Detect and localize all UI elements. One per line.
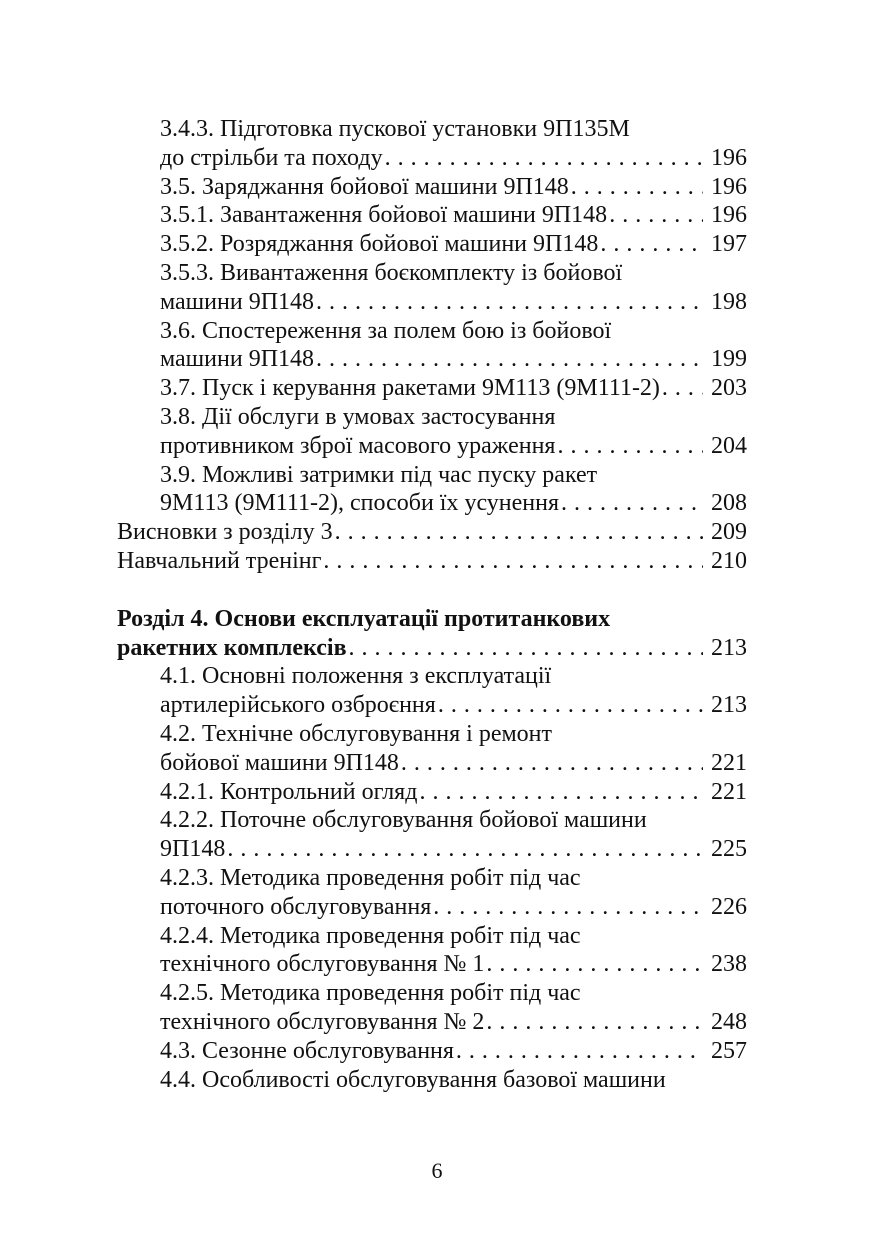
- toc-entry-title: 3.4.3. Підготовка пускової установки 9П135М: [160, 116, 630, 142]
- toc-leader-dots: [401, 749, 703, 778]
- toc-entry-title: ракетних комплексів: [117, 634, 347, 661]
- toc-leader-dots: [557, 432, 703, 461]
- toc-entry: [160, 374, 747, 403]
- toc-page-number: 196: [711, 144, 747, 171]
- toc-entry-continued: [160, 403, 747, 432]
- toc-leader-dots: [456, 1037, 703, 1066]
- toc-entry-continued: [160, 461, 747, 490]
- toc-entry-continued: [160, 1066, 747, 1095]
- toc-entry-continued: [160, 979, 747, 1008]
- toc-page-number: 198: [711, 288, 747, 315]
- toc-page-number: 197: [711, 231, 747, 258]
- toc-entry-title: технічного обслуговування № 1: [160, 951, 485, 978]
- toc-entry-title: Навчальний тренінг: [117, 547, 322, 574]
- toc-entry-title: Висновки з розділу 3: [117, 519, 333, 546]
- toc-entry-title: артилерійського озброєння: [160, 692, 436, 719]
- toc-page-number: 204: [711, 432, 747, 459]
- toc-page-number: 226: [711, 893, 747, 920]
- toc-leader-dots: [335, 518, 703, 547]
- toc-entry-title: противником зброї масового ураження: [160, 432, 556, 459]
- toc-page-number: 208: [711, 490, 747, 517]
- toc-entry-continued: [160, 864, 747, 893]
- toc-leader-dots: [323, 547, 703, 576]
- toc-entry-title: 4.3. Сезонне обслуговування: [160, 1037, 454, 1064]
- toc-entry-title: 4.4. Особливості обслуговування базової машини: [160, 1066, 666, 1093]
- toc-entry-continued: [160, 115, 747, 144]
- toc-entry-continued: [160, 922, 747, 951]
- page-number: 6: [431, 1158, 443, 1183]
- toc-entry: [160, 893, 747, 922]
- toc-entry-continued: [160, 720, 747, 749]
- toc-entry: [160, 230, 747, 259]
- toc-page-number: 225: [711, 836, 747, 863]
- toc-page-number: 203: [711, 375, 747, 402]
- toc-leader-dots: [600, 230, 703, 259]
- toc-page-number: 248: [711, 1008, 747, 1035]
- toc-entry-continued: [160, 662, 747, 691]
- toc-entry-title: 4.2. Технічне обслуговування і ремонт: [160, 720, 552, 747]
- toc-entry-title: 3.6. Спостереження за полем бою із бойової: [160, 317, 612, 344]
- toc-entry-title: машини 9П148: [160, 288, 315, 315]
- toc-leader-dots: [561, 489, 703, 518]
- toc-entry-title: бойової машини 9П148: [160, 749, 399, 776]
- toc-entry-title: 3.5.2. Розряджання бойової машини 9П148: [160, 231, 599, 258]
- toc-entry-title: 3.8. Дії обслуги в умовах застосування: [160, 403, 556, 430]
- toc-leader-dots: [438, 691, 703, 720]
- toc-leader-dots: [662, 374, 703, 403]
- toc-leader-dots: [486, 950, 703, 979]
- toc-entry-title: 4.2.2. Поточне обслуговування бойової машини: [160, 807, 647, 834]
- toc-entry: [117, 634, 747, 663]
- toc-entry-continued: [160, 806, 747, 835]
- toc-page-number: 213: [711, 692, 747, 719]
- toc-entry-title: 3.9. Можливі затримки під час пуску ракет: [160, 461, 598, 488]
- toc-leader-dots: [433, 893, 703, 922]
- toc-entry-title: машини 9П148: [160, 346, 315, 373]
- toc-leader-dots: [486, 1008, 703, 1037]
- toc-entry-continued: [117, 605, 747, 634]
- toc-entry: [160, 778, 747, 807]
- toc-entry: [160, 201, 747, 230]
- toc-page-number: 221: [711, 778, 747, 805]
- toc-entry-title: 9П148: [160, 836, 226, 863]
- toc-page-number: 257: [711, 1037, 747, 1064]
- toc-entry: [160, 345, 747, 374]
- toc-entry: [160, 691, 747, 720]
- toc-entry-title: 3.5.1. Завантаження бойової машини 9П148: [160, 202, 608, 229]
- toc-leader-dots: [349, 634, 703, 663]
- toc-entry-title: 3.7. Пуск і керування ракетами 9М113 (9М111-2): [160, 375, 660, 402]
- toc-entry-title: 3.5.3. Вивантаження боєкомплекту із бойової: [160, 259, 623, 286]
- toc-leader-dots: [385, 144, 703, 173]
- toc-entry-title: 3.5. Заряджання бойової машини 9П148: [160, 173, 569, 200]
- toc-entry: [117, 518, 747, 547]
- toc-entry: [160, 432, 747, 461]
- toc-entry-continued: [160, 259, 747, 288]
- toc-entry: [160, 1037, 747, 1066]
- toc-entry-title: до стрільби та походу: [160, 144, 383, 171]
- toc-entry: [160, 749, 747, 778]
- toc-entry: [160, 489, 747, 518]
- toc-entry-title: 4.2.5. Методика проведення робіт під час: [160, 980, 581, 1007]
- toc-page-number: 238: [711, 951, 747, 978]
- toc-page-number: 196: [711, 202, 747, 229]
- toc-leader-dots: [419, 778, 703, 807]
- toc-entry: [160, 288, 747, 317]
- toc-entry-title: 4.2.1. Контрольний огляд: [160, 778, 418, 805]
- toc-entry: [160, 1008, 747, 1037]
- toc-page-number: 199: [711, 346, 747, 373]
- toc-page-number: 221: [711, 749, 747, 776]
- toc-entry-title: 4.1. Основні положення з експлуатації: [160, 663, 552, 690]
- toc-entry-title: 4.2.3. Методика проведення робіт під час: [160, 864, 581, 891]
- toc-leader-dots: [609, 201, 703, 230]
- toc-entry: [160, 950, 747, 979]
- toc-leader-dots: [316, 345, 703, 374]
- toc-entry: [160, 144, 747, 173]
- toc-entry-title: 4.2.4. Методика проведення робіт під час: [160, 922, 581, 949]
- toc-leader-dots: [571, 173, 703, 202]
- table-of-contents: [0, 115, 874, 1094]
- toc-leader-dots: [227, 835, 703, 864]
- toc-entry-title: поточного обслуговування: [160, 893, 432, 920]
- toc-page-number: 196: [711, 173, 747, 200]
- toc-entry-title: Розділ 4. Основи експлуатації протитанкових: [117, 605, 611, 632]
- toc-page-number: 213: [711, 634, 747, 661]
- toc-entry: [160, 835, 747, 864]
- toc-leader-dots: [316, 288, 703, 317]
- toc-page-number: 209: [711, 519, 747, 546]
- toc-entry-title: 9М113 (9М111-2), способи їх усунення: [160, 490, 560, 517]
- toc-entry-continued: [160, 317, 747, 346]
- toc-entry: [117, 547, 747, 576]
- toc-entry: [160, 173, 747, 202]
- toc-entry-title: технічного обслуговування № 2: [160, 1008, 485, 1035]
- toc-page-number: 210: [711, 547, 747, 574]
